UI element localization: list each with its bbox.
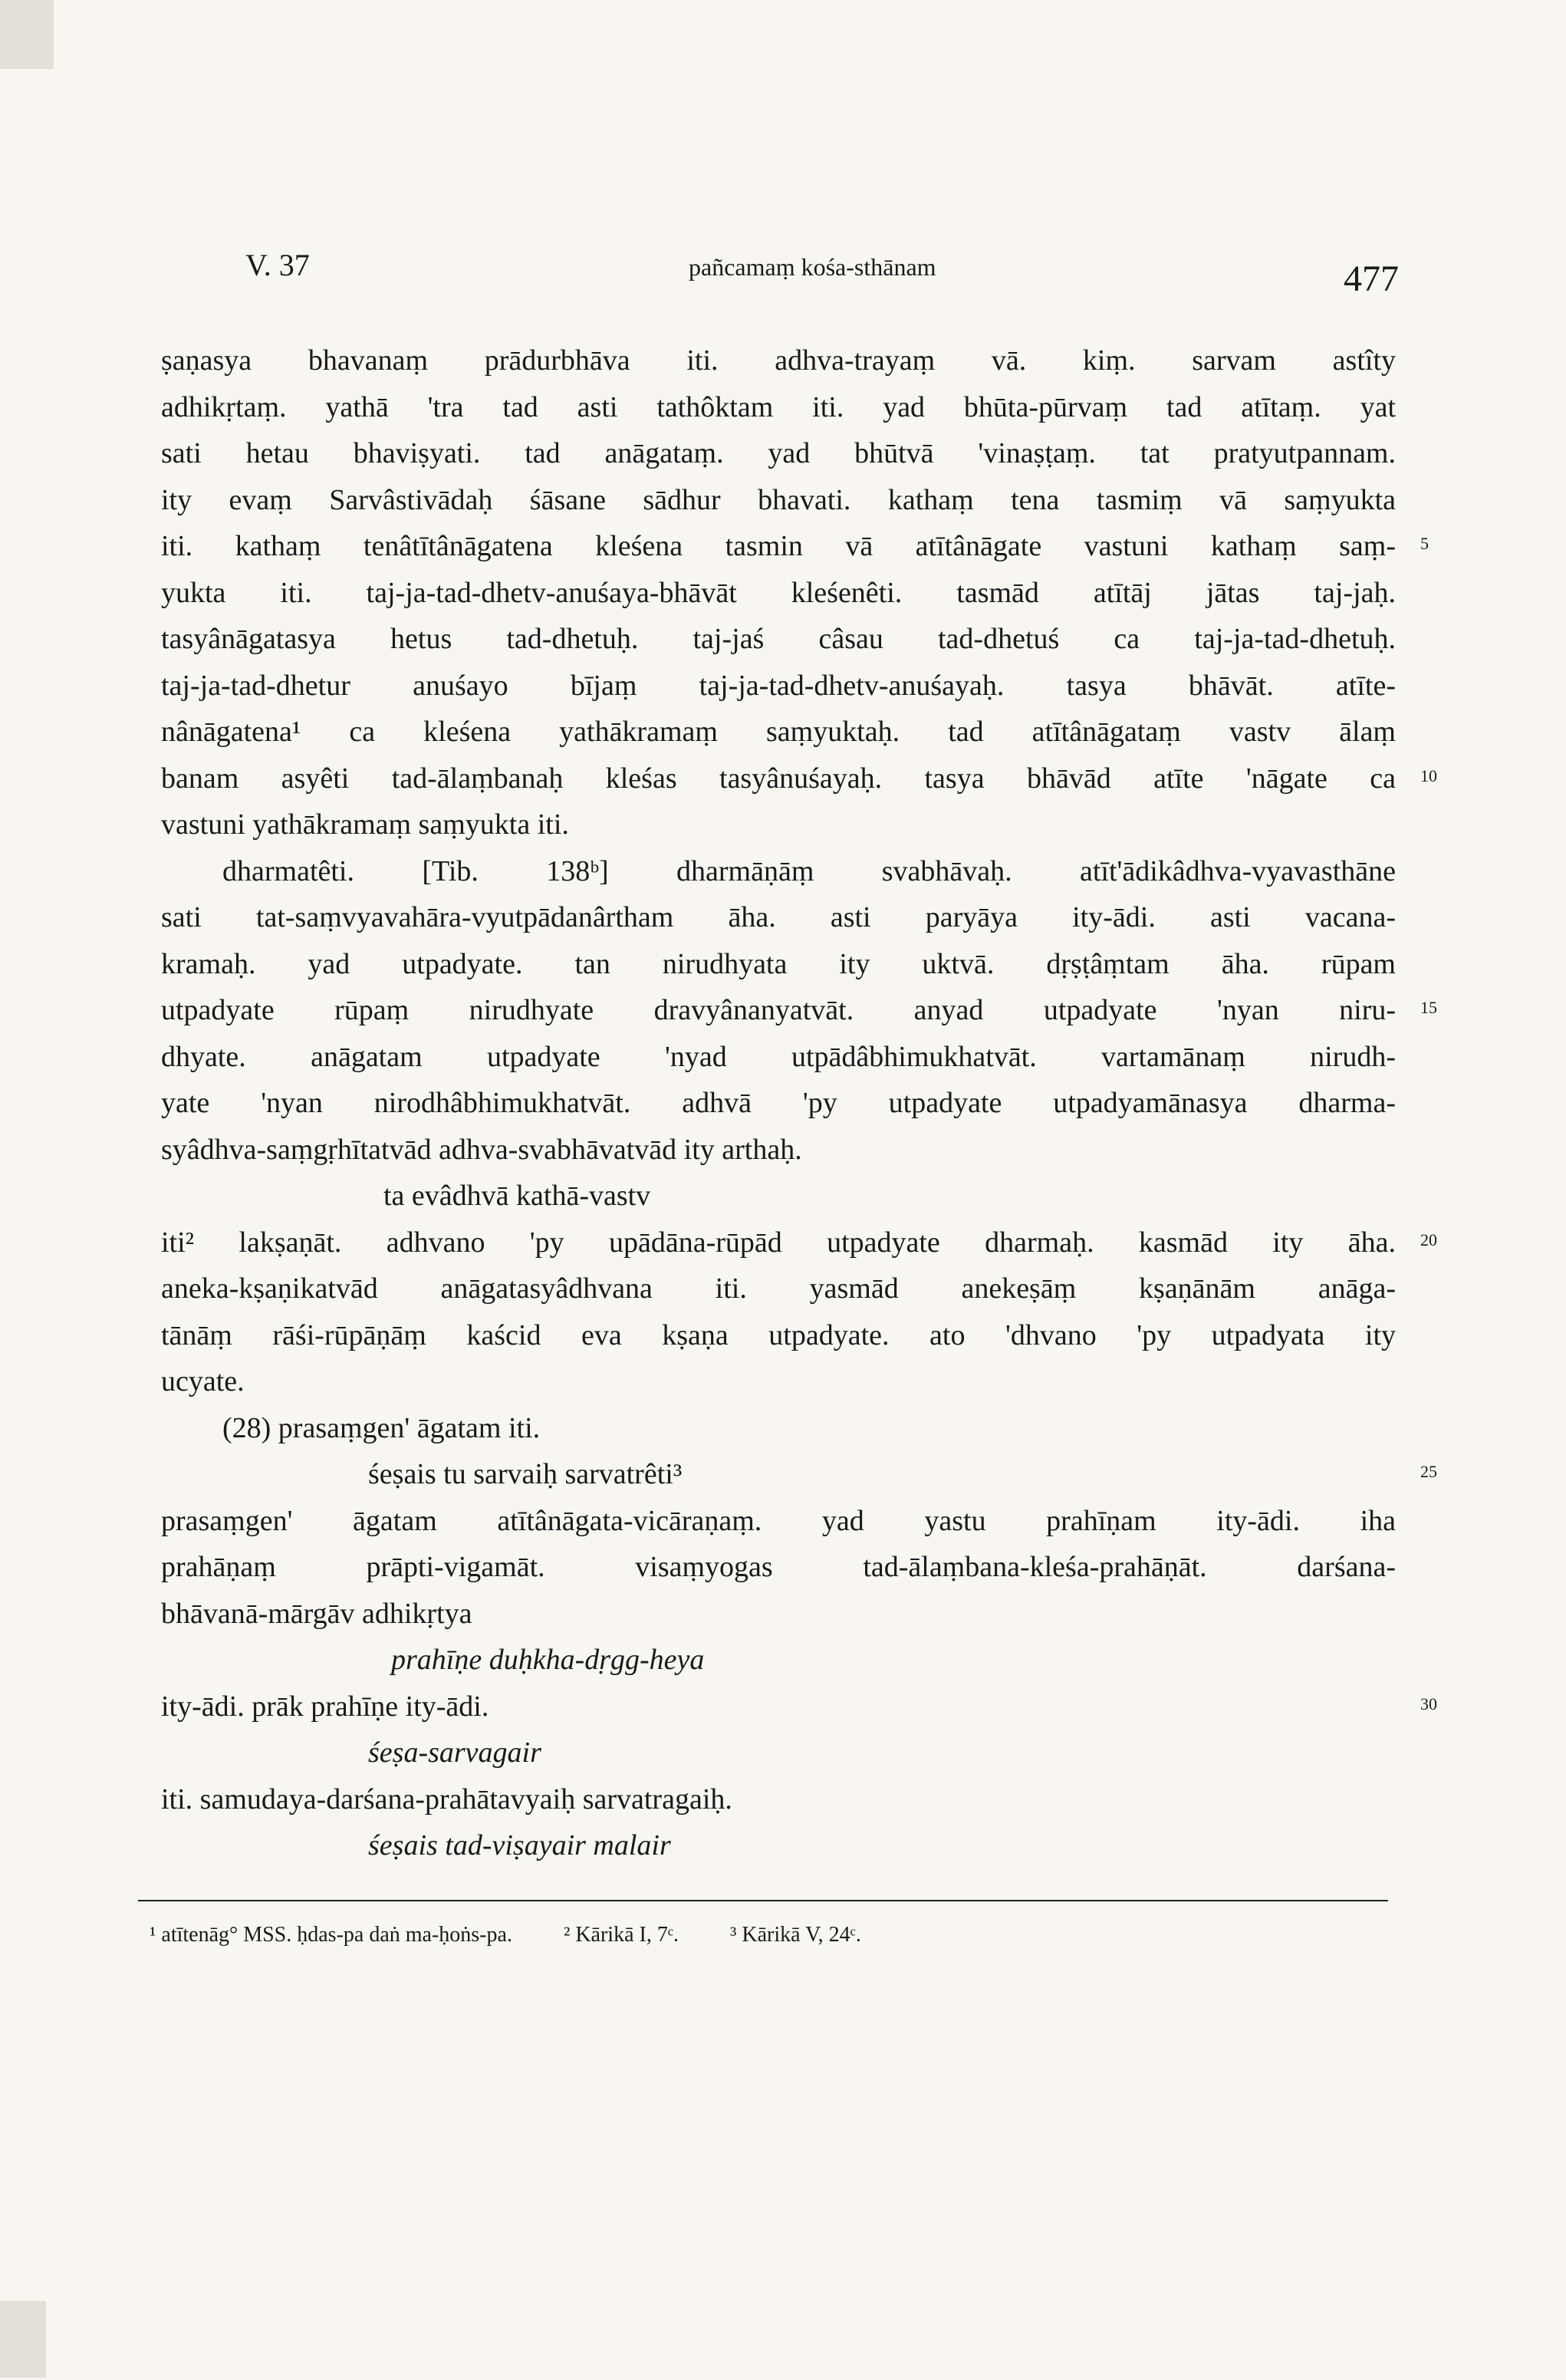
footnote: ² Kārikā I, 7ᶜ.: [563, 1922, 679, 1947]
text-line: adhikṛtaṃ. yathā 'tra tad asti tathôktam iti. yad bhūta-pūrvaṃ tad atītaṃ. yat: [161, 390, 1396, 423]
text-line: sati tat-saṃvyavahāra-vyutpādanârtham āha. asti paryāya ity-ādi. asti vacana-: [161, 901, 1396, 933]
verse-line: śeṣa-sarvagair: [368, 1736, 541, 1769]
text-line: syâdhva-saṃgṛhītatvād adhva-svabhāvatvād ity arthaḥ.: [161, 1133, 802, 1166]
text-line: kramaḥ. yad utpadyate. tan nirudhyata ity uktvā. dṛṣṭâṃtam āha. rūpam: [161, 947, 1396, 980]
scan-speckle: [0, 2301, 46, 2378]
line-number: 5: [1420, 534, 1429, 553]
text-line: taj-ja-tad-dhetur anuśayo bījaṃ taj-ja-tad-dhetv-anuśayaḥ. tasya bhāvāt. atīte-: [161, 669, 1396, 702]
text-line: ṣaṇasya bhavanaṃ prādurbhāva iti. adhva-trayaṃ vā. kiṃ. sarvam astîty: [161, 344, 1396, 377]
running-head-left: V. 37: [245, 248, 310, 282]
running-head-title: pañcamaṃ kośa-sthānam: [689, 253, 936, 281]
line-number: 25: [1420, 1462, 1437, 1481]
scan-speckle: [0, 0, 54, 69]
text-line: yate 'nyan nirodhâbhimukhatvāt. adhvā 'py utpadyate utpadyamānasya dharma-: [161, 1087, 1396, 1119]
footnote: ³ Kārikā V, 24ᶜ.: [730, 1922, 861, 1947]
text-line: tasyânāgatasya hetus tad-dhetuḥ. taj-jaś câsau tad-dhetuś ca taj-ja-tad-dhetuḥ.: [161, 623, 1396, 655]
footnote-rule: [138, 1900, 1388, 1901]
verse-line: ta evâdhvā kathā-vastv: [383, 1180, 651, 1212]
text-line: aneka-kṣaṇikatvād anāgatasyâdhvana iti. yasmād anekeṣāṃ kṣaṇānām anāga-: [161, 1272, 1396, 1305]
text-line: nânāgatena¹ ca kleśena yathākramaṃ saṃyuktaḥ. tad atītânāgataṃ vastv ālaṃ: [161, 716, 1396, 748]
line-number: 20: [1420, 1230, 1437, 1249]
body-text: [161, 337, 1396, 1869]
page-number: 477: [1344, 258, 1399, 299]
text-line: iti. samudaya-darśana-prahātavyaiḥ sarvatragaiḥ.: [161, 1783, 732, 1815]
line-number: 10: [1420, 765, 1437, 785]
text-line: yukta iti. taj-ja-tad-dhetv-anuśaya-bhāvāt kleśenêti. tasmād atītāj jātas taj-jaḥ.: [161, 576, 1396, 609]
text-line: banam asyêti tad-ālaṃbanaḥ kleśas tasyânuśayaḥ. tasya bhāvād atīte 'nāgate ca: [161, 762, 1396, 795]
footnote: ¹ atītenāg° MSS. ḥdas-pa daṅ ma-ḥoṅs-pa.: [150, 1922, 512, 1947]
line-number: 15: [1420, 998, 1437, 1017]
text-line: ucyate.: [161, 1365, 245, 1397]
verse-line: śeṣais tad-viṣayair malair: [368, 1829, 671, 1862]
text-line: prasaṃgen' āgatam atītânāgata-vicāraṇaṃ. yad yastu prahīṇam ity-ādi. iha: [161, 1504, 1396, 1537]
text-line: dharmatêti. [Tib. 138ᵇ] dharmāṇāṃ svabhāvaḥ. atīt'ādikâdhva-vyavasthāne: [222, 854, 1396, 887]
text-line: iti² lakṣaṇāt. adhvano 'py upādāna-rūpād utpadyate dharmaḥ. kasmād ity āha.: [161, 1226, 1396, 1259]
text-line: ity-ādi. prāk prahīṇe ity-ādi.: [161, 1690, 489, 1723]
section-heading: (28) prasaṃgen' āgatam iti.: [222, 1411, 541, 1444]
text-line: prahāṇaṃ prāpti-vigamāt. visaṃyogas tad-ālaṃbana-kleśa-prahāṇāt. darśana-: [161, 1551, 1396, 1583]
text-line: iti. kathaṃ tenâtītânāgatena kleśena tasmin vā atītânāgate vastuni kathaṃ saṃ-: [161, 530, 1396, 562]
text-line: ity evaṃ Sarvâstivādaḥ śāsane sādhur bhavati. kathaṃ tena tasmiṃ vā saṃyukta: [161, 483, 1396, 516]
verse-line: śeṣais tu sarvaiḥ sarvatrêti³: [368, 1458, 683, 1490]
footnotes: [150, 1923, 907, 1947]
text-line: dhyate. anāgatam utpadyate 'nyad utpādâbhimukhatvāt. vartamānaṃ nirudh-: [161, 1040, 1396, 1073]
text-line: vastuni yathākramaṃ saṃyukta iti.: [161, 808, 569, 841]
verse-line: prahīṇe duḥkha-dṛgg-heya: [391, 1644, 705, 1676]
text-line: utpadyate rūpaṃ nirudhyate dravyânanyatvāt. anyad utpadyate 'nyan niru-: [161, 994, 1396, 1026]
text-line: bhāvanā-mārgāv adhikṛtya: [161, 1597, 472, 1630]
text-line: sati hetau bhaviṣyati. tad anāgataṃ. yad bhūtvā 'vinaṣṭaṃ. tat pratyutpannam.: [161, 437, 1396, 469]
line-number: 30: [1420, 1694, 1437, 1713]
text-line: tānāṃ rāśi-rūpāṇāṃ kaścid eva kṣaṇa utpadyate. ato 'dhvano 'py utpadyata ity: [161, 1318, 1396, 1351]
